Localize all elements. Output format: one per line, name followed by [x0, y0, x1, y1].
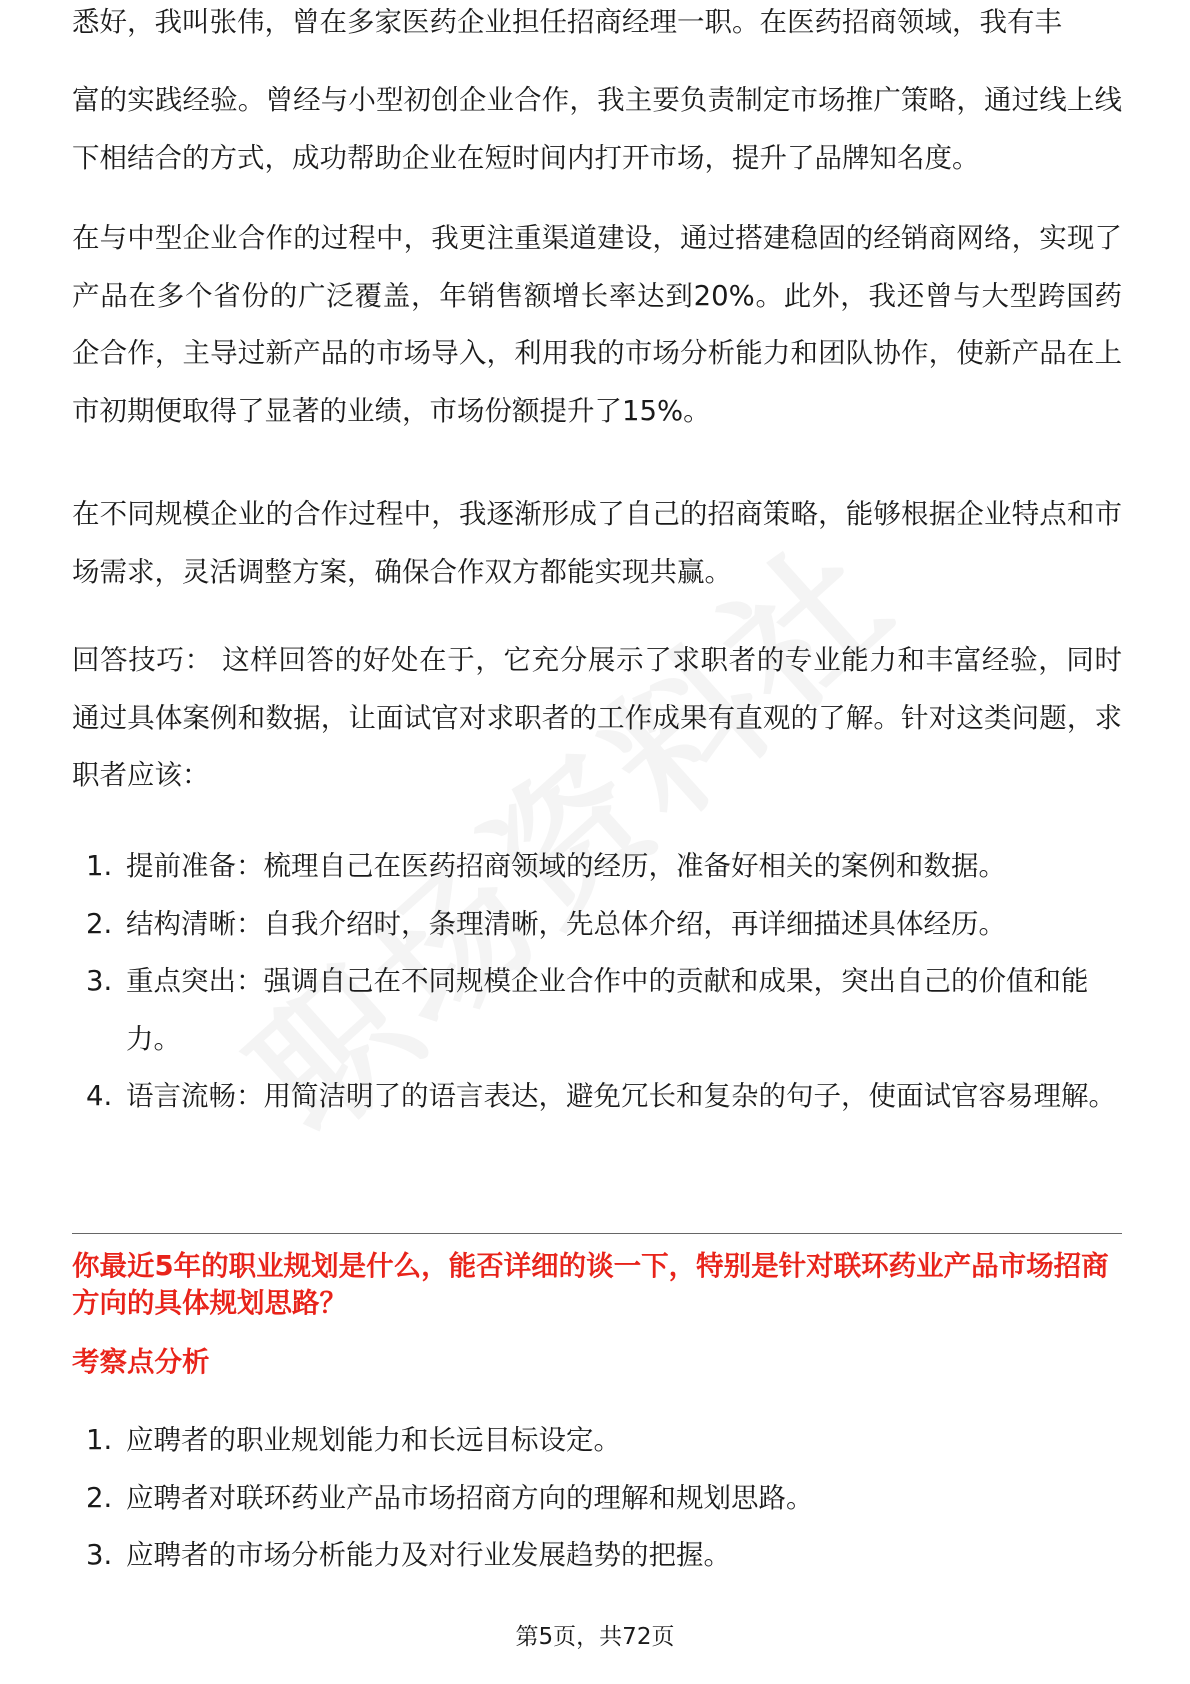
analysis-heading: 考察点分析	[72, 1346, 210, 1378]
list-item-text: 结构清晰：自我介绍时，条理清晰，先总体介绍，再详细描述具体经历。	[126, 907, 1006, 940]
list-item	[72, 1068, 1122, 1126]
list-item-text: 提前准备：梳理自己在医药招商领域的经历，准备好相关的案例和数据。	[126, 850, 1006, 882]
list-number: 4.	[86, 1080, 113, 1112]
list-item	[72, 1470, 1122, 1528]
list-item	[72, 1527, 1122, 1585]
list-number: 2.	[86, 907, 113, 940]
interview-question: 你最近5年的职业规划是什么，能否详细的谈一下，特别是针对联环药业产品市场招商方向的具体规划思路？	[72, 1250, 1109, 1319]
list-item-text: 应聘者对联环药业产品市场招商方向的理解和规划思路。	[126, 1481, 814, 1514]
list-item	[72, 953, 1122, 1068]
list-item-text: 应聘者的职业规划能力和长远目标设定。	[126, 1424, 621, 1456]
list-item-text: 应聘者的市场分析能力及对行业发展趋势的把握。	[126, 1539, 731, 1571]
list-number: 2.	[86, 1481, 113, 1514]
list-number: 1.	[86, 850, 113, 882]
list-number: 3.	[86, 965, 113, 997]
list-number: 1.	[86, 1424, 113, 1456]
list-item	[72, 1412, 1122, 1470]
paragraph-1	[72, 72, 1122, 187]
list-item-text: 语言流畅：用简洁明了的语言表达，避免冗长和复杂的句子，使面试官容易理解。	[126, 1080, 1116, 1112]
paragraph-text: 在与中型企业合作的过程中，我更注重渠道建设，通过搭建稳固的经销商网络，实现了产品在多个省份的广泛覆盖，年销售额增长率达到20%。此外，我还曾与大型跨国药企合作，主导过新产品的市场导入，利用我的市场分析能力和团队协作，使新产品在上市初期便取得了显著的业绩，市场份额提升了15%。	[72, 222, 1122, 427]
page-number-footer: 第5页，共72页	[515, 1624, 675, 1650]
section-divider	[72, 1233, 1122, 1234]
tips-list	[72, 838, 1122, 1126]
cut-off-text: 悉好，我叫张伟，曾在多家医药企业担任招商经理一职。在医药招商领域，我有丰	[72, 6, 1062, 38]
cut-off-top-line	[72, 6, 1122, 72]
analysis-list	[72, 1412, 1122, 1585]
answer-tips-paragraph	[72, 632, 1122, 805]
paragraph-2	[72, 210, 1122, 440]
paragraph-text: 富的实践经验。曾经与小型初创企业合作，我主要负责制定市场推广策略，通过线上线下相结合的方式，成功帮助企业在短时间内打开市场，提升了品牌知名度。	[72, 84, 1122, 174]
paragraph-text: 回答技巧： 这样回答的好处在于，它充分展示了求职者的专业能力和丰富经验，同时通过具体案例和数据，让面试官对求职者的工作成果有直观的了解。针对这类问题，求职者应该：	[72, 644, 1122, 791]
paragraph-text: 在不同规模企业的合作过程中，我逐渐形成了自己的招商策略，能够根据企业特点和市场需求，灵活调整方案，确保合作双方都能实现共赢。	[72, 498, 1122, 588]
list-item	[72, 838, 1122, 896]
list-item-text: 重点突出：强调自己在不同规模企业合作中的贡献和成果，突出自己的价值和能力。	[126, 965, 1089, 1055]
list-number: 3.	[86, 1539, 113, 1571]
paragraph-3	[72, 486, 1122, 601]
list-item	[72, 896, 1122, 954]
